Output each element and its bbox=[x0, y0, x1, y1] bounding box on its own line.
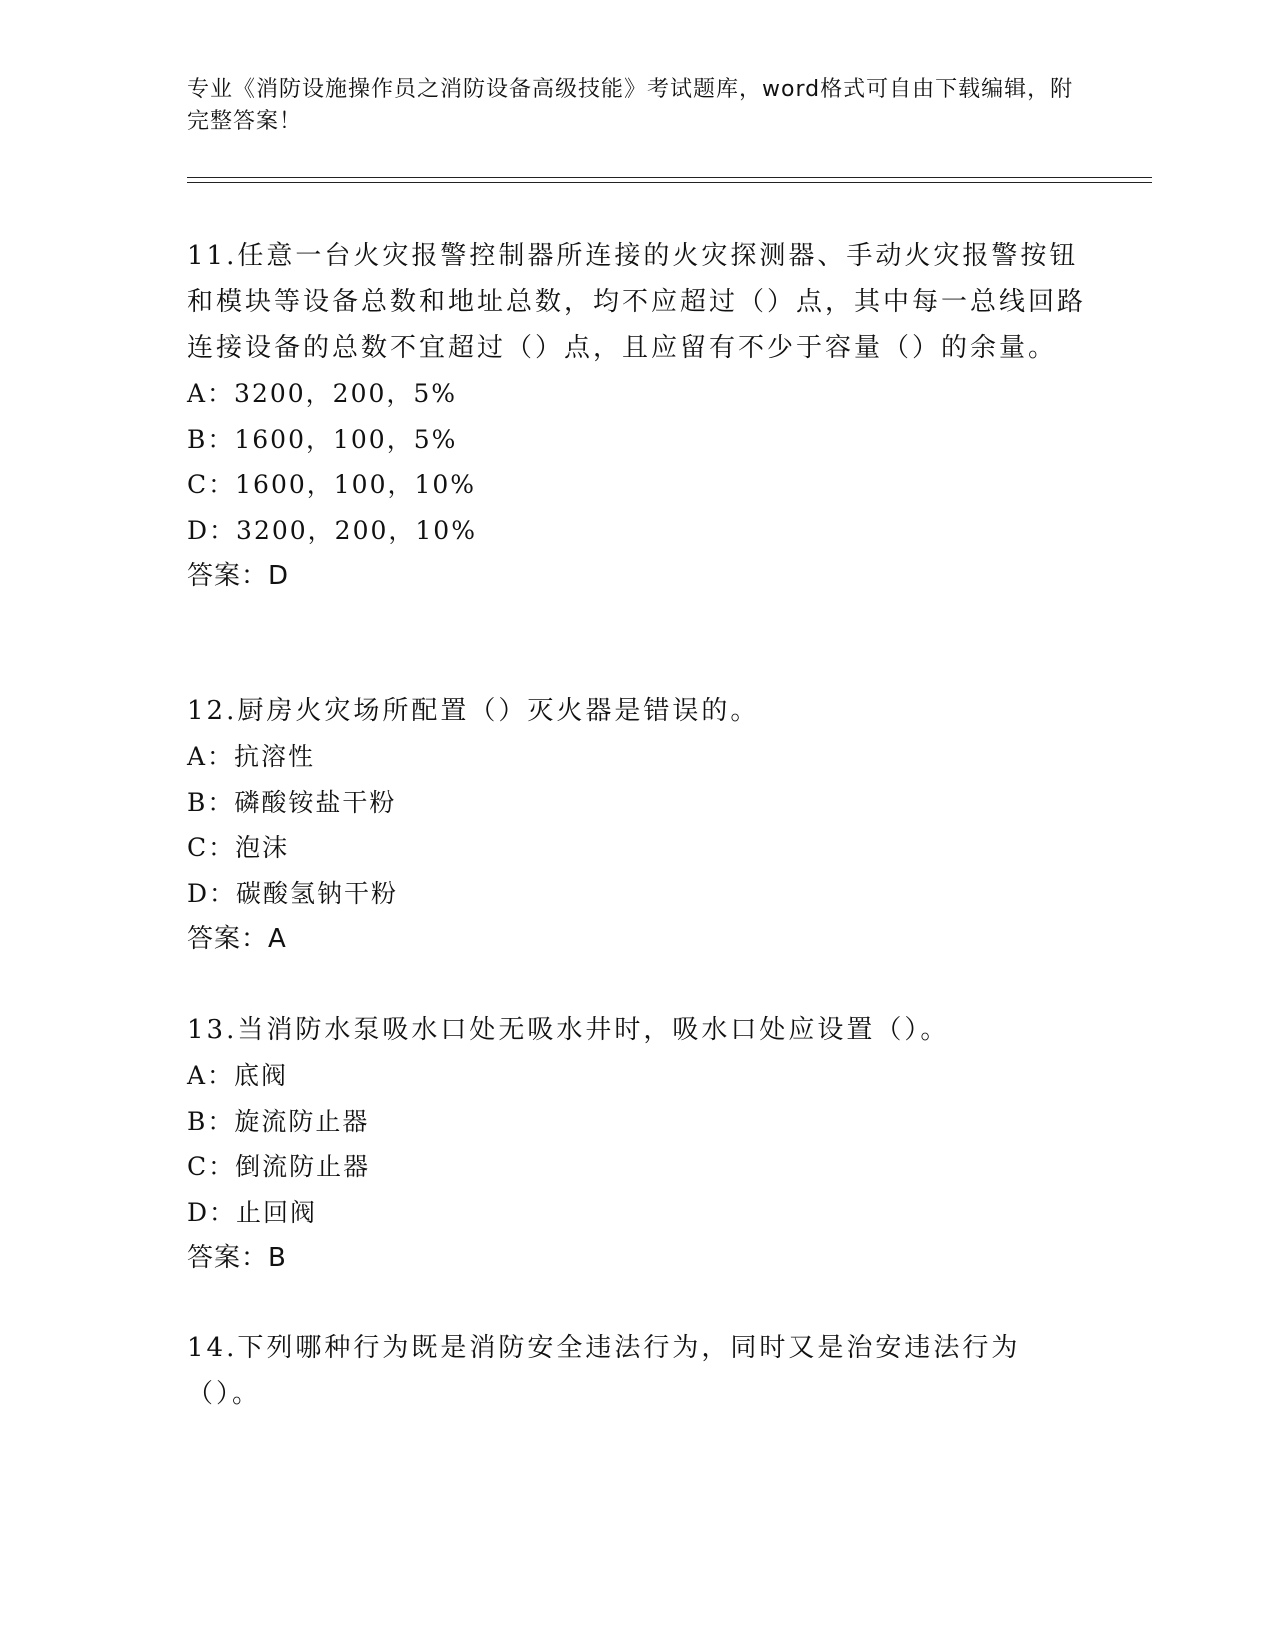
question-stem: 13.当消防水泵吸水口处无吸水井时，吸水口处应设置（）。 bbox=[187, 1015, 950, 1045]
option-d: D：3200，200，10% bbox=[187, 515, 477, 545]
question-13 bbox=[187, 1007, 1087, 1281]
option-c: C：泡沫 bbox=[187, 833, 290, 862]
option-a: A：3200，200，5% bbox=[187, 379, 458, 408]
document-header: 专业《消防设施操作员之消防设备高级技能》考试题库，word格式可自由下载编辑，附完整答案！ bbox=[187, 77, 1074, 134]
question-stem: 12.厨房火灾场所配置（）灭火器是错误的。 bbox=[187, 696, 760, 726]
question-14 bbox=[187, 1325, 1087, 1417]
answer: 答案：A bbox=[187, 924, 287, 954]
option-d: D：止回阀 bbox=[187, 1197, 318, 1227]
header-divider-top bbox=[187, 177, 1152, 178]
option-b: B：1600，100，5% bbox=[187, 424, 458, 454]
header-divider-bottom bbox=[187, 182, 1152, 183]
option-a: A：抗溶性 bbox=[187, 742, 316, 771]
question-stem: 14.下列哪种行为既是消防安全违法行为，同时又是治安违法行为（）。 bbox=[187, 1333, 1021, 1409]
option-c: C：倒流防止器 bbox=[187, 1152, 371, 1181]
question-11 bbox=[187, 233, 1087, 599]
question-stem: 11.任意一台火灾报警控制器所连接的火灾探测器、手动火灾报警按钮和模块等设备总数和地址总数，均不应超过（）点，其中每一总线回路连接设备的总数不宜超过（）点，且应留有不少于容量（）的余量。 bbox=[187, 241, 1087, 363]
option-c: C：1600，100，10% bbox=[187, 470, 477, 499]
option-a: A：底阀 bbox=[187, 1061, 289, 1090]
option-b: B：旋流防止器 bbox=[187, 1106, 370, 1136]
option-b: B：磷酸铵盐干粉 bbox=[187, 787, 397, 817]
question-12 bbox=[187, 688, 1087, 962]
option-d: D：碳酸氢钠干粉 bbox=[187, 878, 399, 908]
answer: 答案：B bbox=[187, 1243, 287, 1273]
answer: 答案：D bbox=[187, 561, 290, 591]
